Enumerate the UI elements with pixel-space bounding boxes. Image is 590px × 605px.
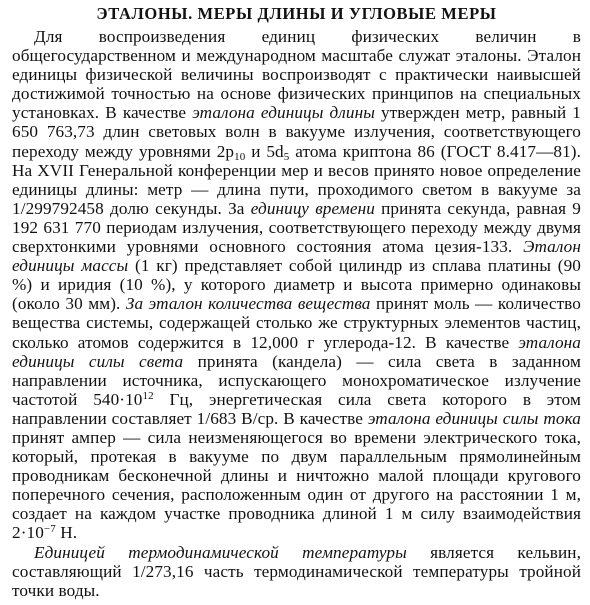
- section-title: ЭТАЛОНЫ. МЕРЫ ДЛИНЫ И УГЛОВЫЕ МЕРЫ: [96, 4, 497, 23]
- term-length-standard: эталона единицы длины: [192, 103, 375, 123]
- subscript: 5: [283, 150, 290, 163]
- text-run: принята (кандела) — сила света в заданном направлении источника, испускающего монохроматическое излучение частотой 540·10: [12, 351, 581, 409]
- term-time-unit: единицу времени: [250, 198, 375, 218]
- text-run: принят моль — количество вещества системы, содержащей столько же структурных элементов частиц, сколько атомов содержится в 12,000 г углерода-12. В качестве: [12, 294, 581, 352]
- text-run: Гц, энергетическая сила света которого в этом направлении составляет 1/683 В/ср. В качестве: [12, 389, 582, 428]
- term-luminous-standard: эталона единицы силы света: [12, 332, 581, 371]
- text-run: утвержден метр, равный 1 650 763,73 длин световых волн в вакууме излучения, соответствующего переходу между уровнями 2p: [12, 103, 581, 161]
- text-run: (1 кг) представляет собой цилиндр из сплава платины (90 %) и иридия (10 %), у которого диаметр и высота примерно одинаковы (около 30 мм).: [12, 256, 581, 314]
- term-temperature-unit: Единицей термодинамической температуры: [34, 542, 407, 562]
- superscript: −7: [43, 523, 56, 536]
- term-mass-standard: Эталон единицы массы: [12, 237, 581, 276]
- text-run: Для воспроизведения единиц физических величин в общегосударственном и международном масштабе служат эталоны. Эталон единицы физической величины воспроизводят с практически наивысшей достижимой точностью на основе физических принципов на специальных установках. В качестве: [12, 27, 581, 123]
- term-current-standard: эталона единицы силы тока: [367, 408, 581, 428]
- text-run: принят ампер — сила неизменяющегося во времени электрического тока, который, протекая в вакууме по двум параллельным прямолинейным проводникам бесконечной длины и ничтожно малой площади кругового поперечного сечения, расположенным один от другого на расстоянии 1 м, создает на каждом участке проводника длиной 1 м силу взаимодействия 2·10: [12, 427, 581, 543]
- text-run: и 5d: [245, 141, 284, 161]
- text-run: принята секунда, равная 9 192 631 770 периодам излучения, соответствующего переходу между двумя сверхтонкими уровнями основного состояния атома цезия-133.: [12, 198, 582, 257]
- superscript: 12: [142, 389, 154, 402]
- term-substance-standard: За эталон количества вещества: [125, 294, 371, 314]
- text-run: Н.: [55, 523, 78, 543]
- subscript: 10: [234, 150, 246, 163]
- text-run: является кельвин, составляющий 1/273,16 часть термодинамической температуры тройной точки воды.: [12, 542, 581, 600]
- paragraph-temperature: [12, 543, 581, 600]
- text-run: атома криптона 86 (ГОСТ 8.417—81). На XVII Генеральной конференции мер и весов принято новое определение единицы длины: метр — длина пути, проходимого светом в вакууме за 1/299792458 долю секунды. За: [12, 141, 581, 218]
- paragraph-standards: [12, 27, 581, 543]
